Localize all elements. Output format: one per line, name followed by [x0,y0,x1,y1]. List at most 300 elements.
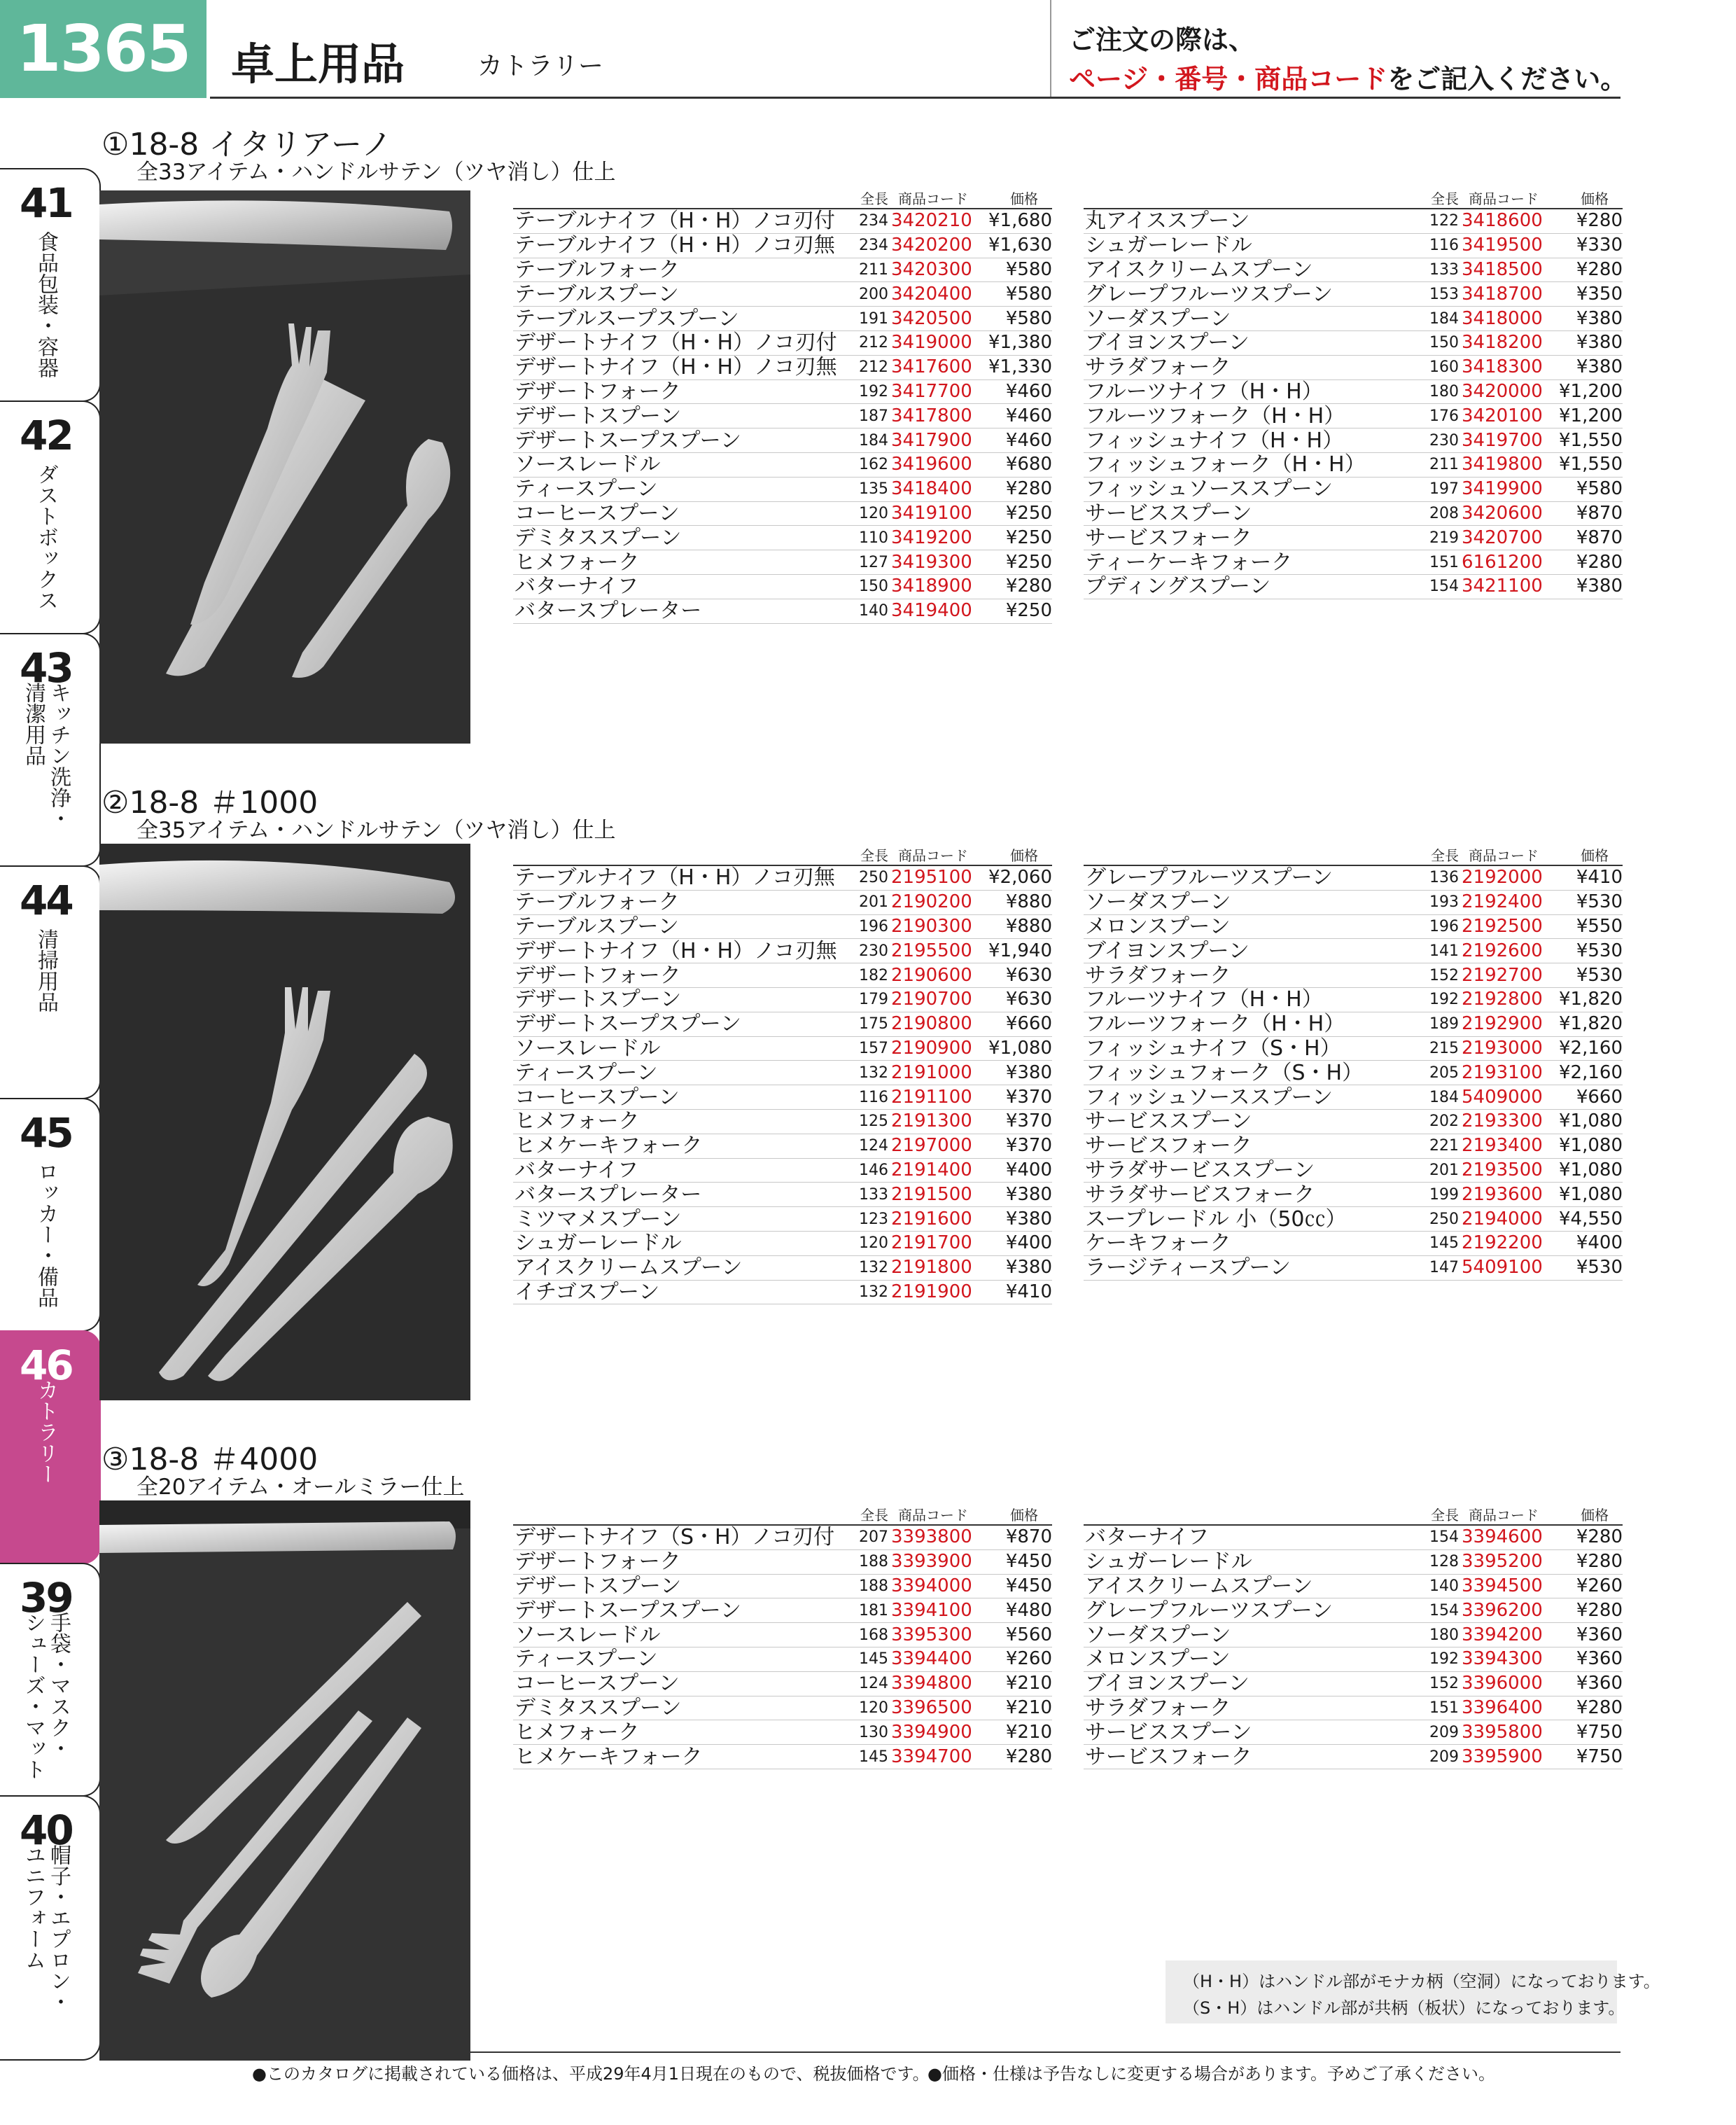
table-row [513,1231,1052,1255]
item-code: 2190700 [891,987,975,1012]
item-length: 152 [1413,963,1462,988]
item-length: 168 [842,1623,891,1647]
item-name: テーブルスープスプーン [513,307,842,331]
item-code: 3394600 [1462,1525,1546,1549]
item-price: ¥210 [975,1671,1052,1696]
table-row [513,1061,1052,1085]
item-price: ¥450 [975,1549,1052,1574]
table-row [1084,355,1623,379]
item-code: 3394800 [891,1671,975,1696]
item-name: デザートスープスプーン [513,429,842,453]
item-name: サービスフォーク [1084,1134,1413,1158]
table-row [1084,1525,1623,1549]
table-row [513,1158,1052,1183]
item-name: サラダフォーク [1084,355,1413,379]
item-name: デザートナイフ（S・H）ノコ刃付 [513,1525,842,1549]
item-price: ¥2,060 [975,865,1052,890]
table-row [513,1183,1052,1207]
table-row [1084,1720,1623,1745]
header-name [513,1504,842,1525]
item-code: 2193100 [1462,1061,1546,1085]
table-row [1084,282,1623,307]
table-row [1084,963,1623,988]
item-price: ¥550 [1546,914,1623,939]
item-length: 123 [842,1207,891,1232]
table-row [1084,1647,1623,1671]
item-name: サラダサービススプーン [1084,1158,1413,1183]
item-code: 3394300 [1462,1647,1546,1671]
item-price: ¥1,630 [975,233,1052,258]
item-name: サラダフォーク [1084,1696,1413,1720]
item-price: ¥250 [975,526,1052,550]
item-length: 133 [842,1183,891,1207]
table-row [513,1647,1052,1671]
table-row [513,1525,1052,1549]
item-code: 2193300 [1462,1109,1546,1134]
table-row [513,258,1052,282]
header-length: 全長 [1413,844,1462,865]
table-row [1084,1745,1623,1769]
table-row [1084,501,1623,526]
item-length: 116 [842,1085,891,1110]
tab-45[interactable] [0,1098,101,1332]
item-price: ¥370 [975,1109,1052,1134]
item-code: 2194000 [1462,1207,1546,1232]
item-name: バタースプレーター [513,599,842,623]
table-row [513,1745,1052,1769]
tab-46-active[interactable] [0,1330,101,1564]
item-name: フィッシュフォーク（S・H） [1084,1061,1413,1085]
table-row [513,963,1052,988]
item-name: コーヒースプーン [513,501,842,526]
item-length: 212 [842,330,891,355]
item-name: ティースプーン [513,1647,842,1671]
item-name: バタースプレーター [513,1183,842,1207]
item-code: 3419800 [1462,452,1546,477]
item-code: 5409100 [1462,1255,1546,1280]
header-length: 全長 [842,188,891,209]
item-name: ソースレードル [513,1036,842,1061]
page-number: 1365 [0,0,206,98]
item-code: 3418500 [1462,258,1546,282]
item-length: 219 [1413,526,1462,550]
item-code: 3419500 [1462,233,1546,258]
item-price: ¥530 [1546,890,1623,914]
item-length: 147 [1413,1255,1462,1280]
item-name: グレープフルーツスプーン [1084,1598,1413,1623]
header-code: 商品コード [1462,1504,1546,1525]
item-price: ¥530 [1546,1255,1623,1280]
item-length: 200 [842,282,891,307]
item-name: ヒメフォーク [513,1109,842,1134]
subcategory-title: カトラリー [477,52,604,81]
item-length: 150 [842,574,891,599]
category-title: 卓上用品 [231,39,405,90]
item-price: ¥660 [975,1012,1052,1036]
header-name [513,844,842,865]
item-code: 2192600 [1462,939,1546,963]
item-name: フルーツナイフ（H・H） [1084,987,1413,1012]
table-row [1084,939,1623,963]
item-length: 124 [842,1134,891,1158]
item-name: シュガーレードル [513,1231,842,1255]
item-name: ソーダスプーン [1084,307,1413,331]
item-length: 201 [842,890,891,914]
tab-label-line1: 手袋・マスク・ [46,1612,71,1759]
item-price: ¥250 [975,501,1052,526]
item-code: 2191900 [891,1280,975,1304]
item-price: ¥350 [1546,282,1623,307]
item-code: 3393900 [891,1549,975,1574]
item-price: ¥560 [975,1623,1052,1647]
item-code: 2192400 [1462,890,1546,914]
item-name: サービススプーン [1084,501,1413,526]
item-length: 140 [842,599,891,623]
item-code: 2197000 [891,1134,975,1158]
product-photo [99,844,470,1400]
item-price: ¥380 [1546,355,1623,379]
item-price: ¥750 [1546,1720,1623,1745]
item-name: メロンスプーン [1084,1647,1413,1671]
product-photo [99,190,470,744]
tab-label: カトラリー [34,1379,58,1484]
item-price: ¥280 [975,574,1052,599]
item-code: 3394900 [891,1720,975,1745]
table-row [513,890,1052,914]
item-name: ソースレードル [513,452,842,477]
table-row [1084,404,1623,429]
item-name: フィッシュナイフ（H・H） [1084,429,1413,453]
item-price: ¥380 [975,1183,1052,1207]
item-length: 221 [1413,1134,1462,1158]
item-length: 191 [842,307,891,331]
item-code: 3396400 [1462,1696,1546,1720]
item-length: 175 [842,1012,891,1036]
item-code: 3418300 [1462,355,1546,379]
header-price: 価格 [1546,1504,1623,1525]
item-name: ブイヨンスプーン [1084,330,1413,355]
header-code: 商品コード [891,844,975,865]
table-row [513,282,1052,307]
item-name: フィッシュナイフ（S・H） [1084,1036,1413,1061]
item-name: ヒメケーキフォーク [513,1745,842,1769]
tab-43[interactable] [0,633,101,867]
item-name: フィッシュソーススプーン [1084,477,1413,501]
item-price: ¥530 [1546,963,1623,988]
item-length: 196 [1413,914,1462,939]
table-row [1084,865,1623,890]
item-length: 132 [842,1255,891,1280]
header-price: 価格 [975,844,1052,865]
item-code: 3419600 [891,452,975,477]
item-length: 209 [1413,1720,1462,1745]
item-price: ¥400 [975,1231,1052,1255]
item-code: 5409000 [1462,1085,1546,1110]
item-price: ¥870 [975,1525,1052,1549]
item-length: 120 [842,1231,891,1255]
item-length: 197 [1413,477,1462,501]
item-price: ¥880 [975,890,1052,914]
tab-number: 40 [20,1806,72,1854]
item-code: 2191000 [891,1061,975,1085]
item-name: デザートスプーン [513,404,842,429]
table-row [513,550,1052,575]
item-price: ¥380 [975,1255,1052,1280]
item-price: ¥280 [1546,209,1623,233]
item-price: ¥380 [975,1207,1052,1232]
item-price: ¥370 [975,1134,1052,1158]
item-name: デザートスープスプーン [513,1598,842,1623]
item-price: ¥1,080 [1546,1109,1623,1134]
item-name: デザートフォーク [513,1549,842,1574]
item-price: ¥360 [1546,1647,1623,1671]
tab-label-line1: キッチン洗浄・ [46,682,71,829]
item-length: 120 [842,501,891,526]
table-row [513,1109,1052,1134]
table-row [513,307,1052,331]
tab-39[interactable] [0,1563,101,1797]
item-name: デザートナイフ（H・H）ノコ刃無 [513,939,842,963]
item-name: サービススプーン [1084,1720,1413,1745]
item-price: ¥250 [975,599,1052,623]
table-row [513,574,1052,599]
table-row [513,429,1052,453]
item-price: ¥1,680 [975,209,1052,233]
item-name: テーブルスプーン [513,282,842,307]
item-price: ¥580 [975,307,1052,331]
item-length: 124 [842,1671,891,1696]
header-length: 全長 [1413,1504,1462,1525]
table-header-row [513,188,1052,209]
header-code: 商品コード [891,1504,975,1525]
item-length: 234 [842,233,891,258]
item-code: 3420000 [1462,379,1546,404]
header-price: 価格 [1546,188,1623,209]
tab-number: 44 [20,877,72,924]
tab-42[interactable] [0,400,101,634]
item-code: 3394000 [891,1574,975,1598]
item-name: テーブルフォーク [513,258,842,282]
table-row [1084,890,1623,914]
item-price: ¥410 [1546,865,1623,890]
item-price: ¥260 [1546,1574,1623,1598]
item-price: ¥1,080 [1546,1183,1623,1207]
item-price: ¥1,080 [1546,1158,1623,1183]
item-length: 188 [842,1574,891,1598]
item-name: バターナイフ [513,1158,842,1183]
item-code: 3419300 [891,550,975,575]
table-row [1084,914,1623,939]
item-code: 2192200 [1462,1231,1546,1255]
item-price: ¥1,380 [975,330,1052,355]
item-price: ¥870 [1546,501,1623,526]
table-row [1084,330,1623,355]
item-length: 154 [1413,1598,1462,1623]
item-length: 130 [842,1720,891,1745]
item-price: ¥580 [975,258,1052,282]
item-code: 3395800 [1462,1720,1546,1745]
item-code: 3419900 [1462,477,1546,501]
item-name: テーブルナイフ（H・H）ノコ刃無 [513,233,842,258]
item-code: 3394400 [891,1647,975,1671]
item-name: デザートフォーク [513,963,842,988]
table-row [1084,1574,1623,1598]
item-price: ¥330 [1546,233,1623,258]
item-name: デミタススプーン [513,1696,842,1720]
item-length: 208 [1413,501,1462,526]
item-price: ¥280 [1546,1525,1623,1549]
item-code: 3418900 [891,574,975,599]
item-length: 179 [842,987,891,1012]
item-length: 181 [842,1598,891,1623]
item-price: ¥880 [975,914,1052,939]
table-row [1084,1109,1623,1134]
item-price: ¥680 [975,452,1052,477]
item-code: 3417700 [891,379,975,404]
item-name: ヒメケーキフォーク [513,1134,842,1158]
table-row [1084,1255,1623,1280]
item-name: ブイヨンスプーン [1084,1671,1413,1696]
header-length: 全長 [1413,188,1462,209]
section-title: ③18-8 ＃4000 [102,1442,318,1477]
item-code: 3419400 [891,599,975,623]
header-price: 価格 [975,188,1052,209]
item-length: 152 [1413,1671,1462,1696]
item-price: ¥2,160 [1546,1061,1623,1085]
item-code: 3394500 [1462,1574,1546,1598]
item-price: ¥280 [1546,1598,1623,1623]
table-row [513,1598,1052,1623]
item-name: シュガーレードル [1084,1549,1413,1574]
tab-label-line2: 清潔用品 [21,682,46,766]
item-length: 234 [842,209,891,233]
item-name: サービスフォーク [1084,526,1413,550]
item-name: ソーダスプーン [1084,1623,1413,1647]
table-row [513,1036,1052,1061]
table-row [1084,1696,1623,1720]
item-code: 3418200 [1462,330,1546,355]
item-name: サービススプーン [1084,1109,1413,1134]
item-price: ¥250 [975,550,1052,575]
header-name [1084,844,1413,865]
table-row [513,1255,1052,1280]
item-length: 211 [1413,452,1462,477]
item-name: ブイヨンスプーン [1084,939,1413,963]
item-name: デミタススプーン [513,526,842,550]
item-name: テーブルナイフ（H・H）ノコ刃無 [513,865,842,890]
item-code: 3420100 [1462,404,1546,429]
item-length: 202 [1413,1109,1462,1134]
item-code: 3394100 [891,1598,975,1623]
item-name: グレープフルーツスプーン [1084,865,1413,890]
item-length: 145 [842,1745,891,1769]
item-price: ¥460 [975,379,1052,404]
product-table-right [1084,1504,1623,1769]
item-code: 2191700 [891,1231,975,1255]
item-length: 122 [1413,209,1462,233]
item-code: 3394200 [1462,1623,1546,1647]
item-code: 3417600 [891,355,975,379]
item-length: 180 [1413,1623,1462,1647]
item-price: ¥210 [975,1720,1052,1745]
item-length: 192 [842,379,891,404]
item-code: 3395300 [891,1623,975,1647]
header-divider [210,97,1620,99]
item-price: ¥750 [1546,1745,1623,1769]
item-length: 189 [1413,1012,1462,1036]
item-name: サラダフォーク [1084,963,1413,988]
table-row [513,501,1052,526]
item-code: 3419700 [1462,429,1546,453]
tab-41[interactable] [0,168,101,402]
tab-number: 45 [20,1109,72,1157]
table-row [1084,987,1623,1012]
item-code: 2190600 [891,963,975,988]
table-row [1084,1549,1623,1574]
item-code: 2191300 [891,1109,975,1134]
item-price: ¥370 [975,1085,1052,1110]
table-row [1084,1623,1623,1647]
item-price: ¥460 [975,404,1052,429]
item-code: 3417900 [891,429,975,453]
item-price: ¥1,820 [1546,987,1623,1012]
item-length: 151 [1413,1696,1462,1720]
item-length: 140 [1413,1574,1462,1598]
item-name: コーヒースプーン [513,1085,842,1110]
item-length: 162 [842,452,891,477]
item-price: ¥630 [975,963,1052,988]
table-row [513,599,1052,623]
header-code: 商品コード [1462,188,1546,209]
item-name: ソーダスプーン [1084,890,1413,914]
item-length: 110 [842,526,891,550]
tab-40[interactable] [0,1795,101,2061]
tab-44[interactable] [0,865,101,1099]
item-length: 146 [842,1158,891,1183]
item-price: ¥660 [1546,1085,1623,1110]
item-name: ソースレードル [513,1623,842,1647]
item-name: ヒメフォーク [513,550,842,575]
item-length: 133 [1413,258,1462,282]
item-price: ¥1,820 [1546,1012,1623,1036]
table-row [513,1012,1052,1036]
item-price: ¥580 [975,282,1052,307]
table-row [1084,526,1623,550]
item-code: 3418700 [1462,282,1546,307]
item-price: ¥1,550 [1546,452,1623,477]
item-price: ¥260 [975,1647,1052,1671]
item-length: 205 [1413,1061,1462,1085]
item-code: 2195500 [891,939,975,963]
item-length: 192 [1413,1647,1462,1671]
item-name: シュガーレードル [1084,233,1413,258]
item-name: サービスフォーク [1084,1745,1413,1769]
item-length: 176 [1413,404,1462,429]
item-price: ¥400 [975,1158,1052,1183]
product-table-right [1084,188,1623,599]
header-name [1084,188,1413,209]
item-length: 141 [1413,939,1462,963]
section-subtitle: 全20アイテム・オールミラー仕上 [136,1475,465,1500]
item-length: 132 [842,1280,891,1304]
item-code: 3396500 [891,1696,975,1720]
item-name: アイスクリームスプーン [1084,1574,1413,1598]
footer-price-note: ●このカタログに掲載されている価格は、平成29年4月1日現在のもので、税抜価格です。 [252,2064,930,2084]
item-price: ¥360 [1546,1671,1623,1696]
table-row [1084,1671,1623,1696]
tab-label-line2: シューズ・マット [21,1612,46,1780]
table-row [513,477,1052,501]
